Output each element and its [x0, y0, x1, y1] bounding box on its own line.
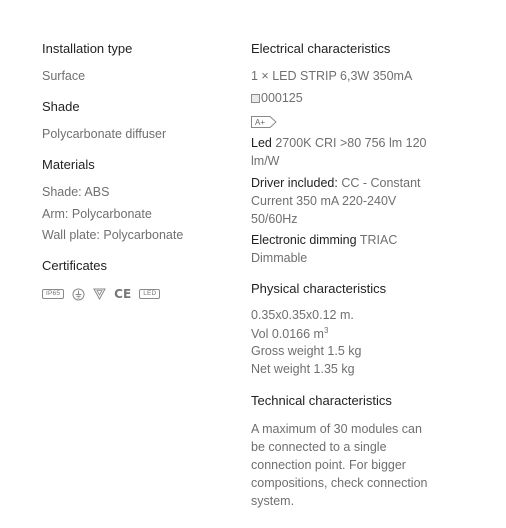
product-image-alt: 000125	[261, 91, 303, 105]
driver-spec	[251, 174, 421, 228]
gross-weight-value: Gross weight 1.5 kg	[251, 344, 362, 358]
technical-heading: Technical characteristics	[251, 393, 392, 408]
ip65-badge-icon: IP65	[42, 289, 64, 299]
installation-type-heading: Installation type	[42, 41, 133, 56]
energy-class-label	[251, 116, 277, 131]
led-value: 2700K CRI >80 756 lm 120 lm/W	[251, 136, 427, 168]
dimming-value: TRIAC Dimmable	[251, 233, 398, 265]
led-label: Led	[251, 136, 272, 150]
certificates-icons	[42, 287, 160, 301]
physical-heading: Physical characteristics	[251, 281, 387, 296]
material-item: Arm: Polycarbonate	[42, 207, 152, 221]
electrical-heading: Electrical characteristics	[251, 41, 391, 56]
material-item: Shade: ABS	[42, 185, 110, 199]
energy-class-text: A+	[255, 118, 266, 127]
led-spec	[251, 134, 436, 170]
certificates-heading: Certificates	[42, 258, 108, 273]
driver-label: Driver included:	[251, 176, 338, 190]
enec-mark-icon	[93, 288, 106, 300]
led-strip-spec: 1 × LED STRIP 6,3W 350mA	[251, 69, 413, 83]
volume-value	[251, 326, 328, 341]
net-weight-value: Net weight 1.35 kg	[251, 362, 355, 376]
driver-value: CC - Constant Current 350 mA 220-240V 50/60Hz	[251, 176, 421, 226]
broken-image-icon	[251, 94, 260, 103]
installation-type-value: Surface	[42, 69, 86, 83]
dimensions-value: 0.35x0.35x0.12 m.	[251, 308, 354, 322]
materials-heading: Materials	[42, 157, 95, 172]
earth-ground-icon	[72, 288, 85, 301]
volume-unit-sup: 3	[323, 326, 329, 335]
shade-value: Polycarbonate diffuser	[42, 127, 167, 141]
volume-text: Vol 0.0166 m	[251, 327, 324, 342]
dimming-spec	[251, 231, 441, 267]
technical-text: A maximum of 30 modules can be connected to a single connection point. For bigger compositions, check connection system.	[251, 422, 428, 508]
dimming-label: Electronic dimming	[251, 233, 357, 247]
ce-mark-icon: CE	[114, 287, 132, 301]
product-image-broken	[251, 91, 303, 105]
material-item: Wall plate: Polycarbonate	[42, 228, 184, 242]
shade-heading: Shade	[42, 99, 80, 114]
led-badge-icon: LED	[139, 289, 160, 299]
